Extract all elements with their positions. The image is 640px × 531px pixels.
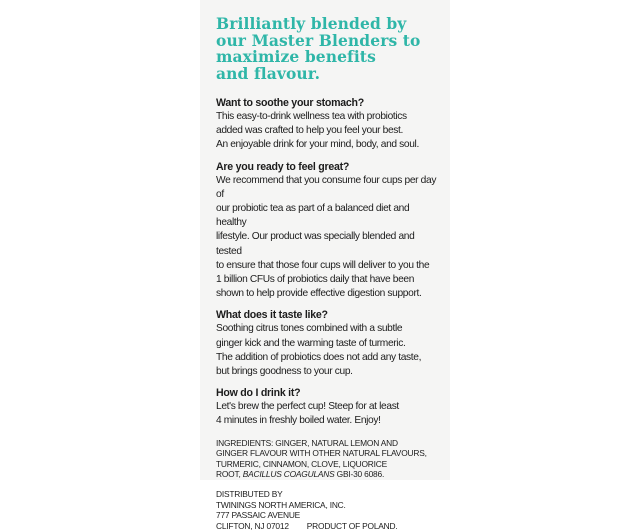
section-question: Are you ready to feel great? — [216, 160, 350, 173]
ingredients-line: GINGER FLAVOUR WITH OTHER NATURAL FLAVOURS, — [216, 448, 427, 459]
ingredients-list — [216, 438, 440, 480]
section-text-line: lifestyle. Our product was specially blended and tested — [216, 231, 415, 257]
headline-line: our Master Blenders to — [216, 30, 421, 50]
ingredients-line: TURMERIC, CINNAMON, CLOVE, LIQUORICE — [216, 458, 388, 469]
section-text-line: 1 billion CFUs of probiotics daily that have been — [216, 274, 415, 286]
section-text-line: This easy-to-drink wellness tea with probiotics — [216, 111, 407, 122]
section-text-line: Let's brew the perfect cup! Steep for at least — [216, 401, 399, 413]
product-info-panel — [200, 0, 450, 531]
section-taste — [216, 308, 440, 379]
headline — [216, 16, 440, 82]
ingredients-root: ROOT, — [216, 469, 243, 480]
distributor-company: TWININGS NORTH AMERICA, INC. — [216, 499, 346, 510]
section-text-line: An enjoyable drink for your mind, body, and soul. — [216, 139, 419, 151]
section-text-line: shown to help provide effective digestion support. — [216, 288, 422, 300]
ingredients-line-latin — [216, 469, 440, 480]
section-feel-great — [216, 160, 440, 302]
distributor-city: CLIFTON, NJ 07012 — [216, 520, 289, 531]
section-how-to-drink — [216, 386, 440, 428]
section-text-line: Soothing citrus tones combined with a subtle — [216, 323, 403, 335]
distributor-city-line — [216, 521, 440, 531]
section-text-line: added was crafted to help you feel your best. — [216, 125, 403, 137]
ingredients-strain: GBI-30 6086. — [334, 469, 385, 480]
section-question: What does it taste like? — [216, 309, 328, 322]
section-text-line: The addition of probiotics does not add any taste, — [216, 351, 422, 363]
section-text-line: our probiotic tea as part of a balanced diet and healthy — [216, 203, 410, 229]
section-text-line: We recommend that you consume four cups per day of — [216, 174, 437, 200]
section-text-line: to ensure that those four cups will deliver to you the — [216, 259, 430, 271]
section-question: How do I drink it? — [216, 387, 301, 400]
distributor-street: 777 PASSAIC AVENUE — [216, 510, 301, 521]
ingredients-line: INGREDIENTS: GINGER, NATURAL LEMON AND — [216, 437, 398, 448]
section-text-line: 4 minutes in freshly boiled water. Enjoy! — [216, 415, 381, 427]
headline-line: Brilliantly blended by — [216, 14, 407, 33]
section-text-line: but brings goodness to your cup. — [216, 366, 353, 378]
distributor-line: DISTRIBUTED BY — [216, 489, 283, 500]
headline-line: and flavour. — [216, 63, 321, 83]
section-question: Want to soothe your stomach? — [216, 97, 364, 109]
headline-line: maximize benefits — [216, 47, 376, 66]
ingredients-probiotic-name: BACILLUS COAGULANS — [242, 469, 335, 480]
distributor-info — [216, 489, 440, 531]
section-text-line: ginger kick and the warming taste of turmeric. — [216, 337, 406, 349]
section-soothe-stomach — [216, 96, 440, 153]
country-of-origin: PRODUCT OF POLAND. — [306, 520, 398, 531]
